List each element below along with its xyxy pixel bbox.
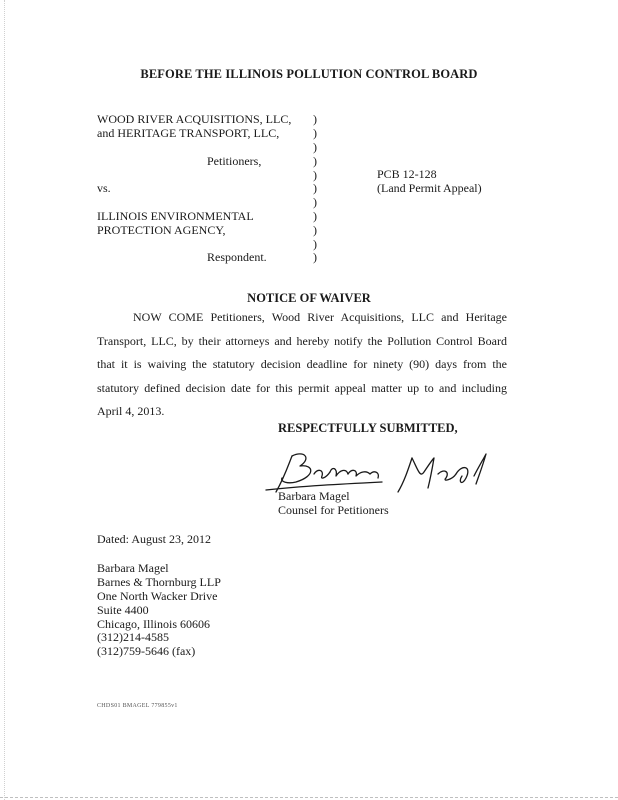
- notice-body: NOW COME Petitioners, Wood River Acquisitions, LLC and Heritage Transport, LLC, by their attorneys and hereby notify the Pollution Control Board that it is waiving the statutory decision deadline for ninety (90) days from the statutory defined decision date for this permit appeal matter up to and including April 4, 2013.: [97, 310, 507, 418]
- versus: vs.: [97, 181, 111, 195]
- petitioner-name-line2: and HERITAGE TRANSPORT, LLC,: [97, 126, 280, 140]
- petitioner-name-line1: WOOD RIVER ACQUISITIONS, LLC,: [97, 112, 292, 126]
- document-id-code: CHDS01 BMAGEL 779855v1: [97, 703, 178, 709]
- document-title: BEFORE THE ILLINOIS POLLUTION CONTROL BOARD: [140, 67, 478, 81]
- caption-paren: ): [313, 223, 317, 237]
- dated-line: Dated: August 23, 2012: [97, 532, 211, 546]
- caption-paren: ): [313, 195, 317, 209]
- petitioners-role: Petitioners,: [207, 154, 262, 168]
- contact-city: Chicago, Illinois 60606: [97, 617, 210, 631]
- respondent-name-line1: ILLINOIS ENVIRONMENTAL: [97, 209, 254, 223]
- caption-paren: ): [313, 168, 317, 182]
- notice-heading: NOTICE OF WAIVER: [247, 291, 371, 305]
- caption-paren: ): [313, 112, 317, 126]
- caption-paren: ): [313, 140, 317, 154]
- respondent-name-line2: PROTECTION AGENCY,: [97, 223, 226, 237]
- contact-fax: (312)759-5646 (fax): [97, 644, 196, 658]
- caption-paren: ): [313, 209, 317, 223]
- caption-paren: ): [313, 237, 317, 251]
- signer-name: Barbara Magel: [278, 489, 350, 503]
- contact-firm: Barnes & Thornburg LLP: [97, 575, 221, 589]
- caption-paren: ): [313, 181, 317, 195]
- caption-paren: ): [313, 126, 317, 140]
- contact-phone: (312)214-4585: [97, 630, 169, 644]
- contact-name: Barbara Magel: [97, 561, 169, 575]
- caption-paren: ): [313, 250, 317, 264]
- respondent-role: Respondent.: [207, 250, 267, 264]
- scan-edge: [4, 0, 5, 800]
- caption-paren: ): [313, 154, 317, 168]
- case-type: (Land Permit Appeal): [377, 181, 482, 195]
- contact-address1: One North Wacker Drive: [97, 589, 218, 603]
- signer-title: Counsel for Petitioners: [278, 503, 389, 517]
- respectfully-submitted: RESPECTFULLY SUBMITTED,: [278, 421, 458, 435]
- scan-artifact-line: [0, 797, 618, 798]
- contact-address2: Suite 4400: [97, 603, 149, 617]
- case-number: PCB 12-128: [377, 167, 437, 181]
